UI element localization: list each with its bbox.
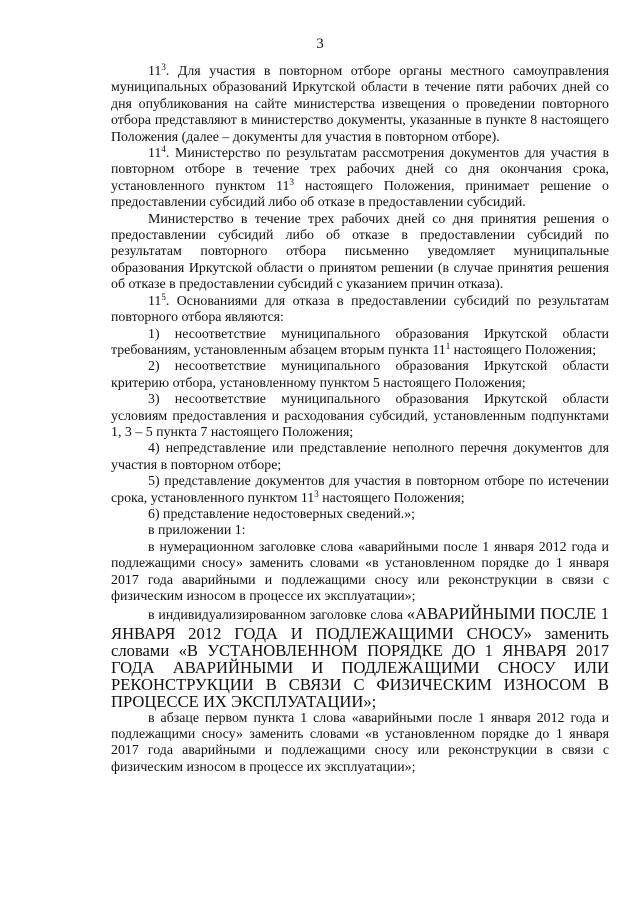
page-number: 3 xyxy=(316,36,324,52)
paragraph-11-5: $11^5$. Основаниями для отказа в предоставлении субсидий по результатам повторного отбора являются: xyxy=(111,291,609,326)
list-item-5: 5) представление документов для участия в повторном отборе по истечении срока, установленного пунктом $11^3$ настоящего Положения; xyxy=(111,474,609,506)
paragraph-appendix-1: в приложении 1: xyxy=(148,523,246,539)
paragraph-numbering-heading: в нумерационном заголовке слова «аварийными после 1 января 2012 года и подлежащими сносу» заменить словами «в установленном порядке до 1 января 2017 года аварийными и подлежащими сносу или реконструкции в связи с физическим износом в процессе их эксплуатации»; xyxy=(111,539,609,604)
list-item-1: 1) несоответствие муниципального образования Иркутской области требованиям, установленным абзацем вторым пункта $11^1$ настоящего Положения; xyxy=(111,326,609,358)
paragraph-notification: Министерство в течение трех рабочих дней со дня принятия решения о предоставлении субсидий либо об отказе в предоставлении субсидий по результатам повторного отбора письменно уведомляет муниципальные образования Иркутской области о принятом решении (в случае принятия решения об отказе в предоставлении субсидий с указанием причин отказа). xyxy=(111,211,609,293)
paragraph-11-4: $11^4$. Министерство по результатам рассмотрения документов для участия в повторном отборе в течение трех рабочих дней со дня окончания срока, установленного пунктом $11^3$ настоящего Положения, принимает решение о предоставлении субсидий либо об отказе в предоставлении субсидий. xyxy=(111,144,609,211)
document-body xyxy=(111,64,609,776)
list-item-6: 6) представление недостоверных сведений.»; xyxy=(148,506,416,522)
paragraph-point-1: в абзаце первом пункта 1 слова «аварийными после 1 января 2012 года и подлежащими сносу» заменить словами «в установленном порядке до 1 января 2017 года аварийными и подлежащими сносу или реконструкции в связи с физическим износом в процессе их эксплуатации»; xyxy=(111,710,609,775)
list-item-3: 3) несоответствие муниципального образования Иркутской области условиям предоставления и расходования субсидий, установленным подпунктами 1, 3 – 5 пункта 7 настоящего Положения; xyxy=(111,392,609,440)
paragraph-11-3: $11^3$. Для участия в повторном отборе органы местного самоуправления муниципальных образований Иркутской области в течение пяти рабочих дней со дня опубликования на сайте министерства извещения о проведении повторного отбора представляют в министерство документы, указанные в пункте 8 настоящего Положения (далее – документы для участия в повторном отборе). xyxy=(111,62,609,145)
list-item-4: 4) непредставление или представление неполного перечня документов для участия в повторном отборе; xyxy=(111,441,609,473)
paragraph-individual-heading: в индивидуализированном заголовке слова «АВАРИЙНЫМИ ПОСЛЕ 1 ЯНВАРЯ 2012 ГОДА И ПОДЛЕЖАЩИМИ СНОСУ» заменить словами «В УСТАНОВЛЕННОМ ПОРЯДКЕ ДО 1 ЯНВАРЯ 2017 ГОДА АВАРИЙНЫМИ И ПОДЛЕЖАЩИМИ СНОСУ ИЛИ РЕКОНСТРУКЦИИ В СВЯЗИ С ФИЗИЧЕСКИМ ИЗНОСОМ В ПРОЦЕССЕ ИХ ЭКСПЛУАТАЦИИ»; xyxy=(111,604,610,712)
list-item-2: 2) несоответствие муниципального образования Иркутской области критерию отбора, установленному пунктом 5 настоящего Положения; xyxy=(111,359,609,391)
